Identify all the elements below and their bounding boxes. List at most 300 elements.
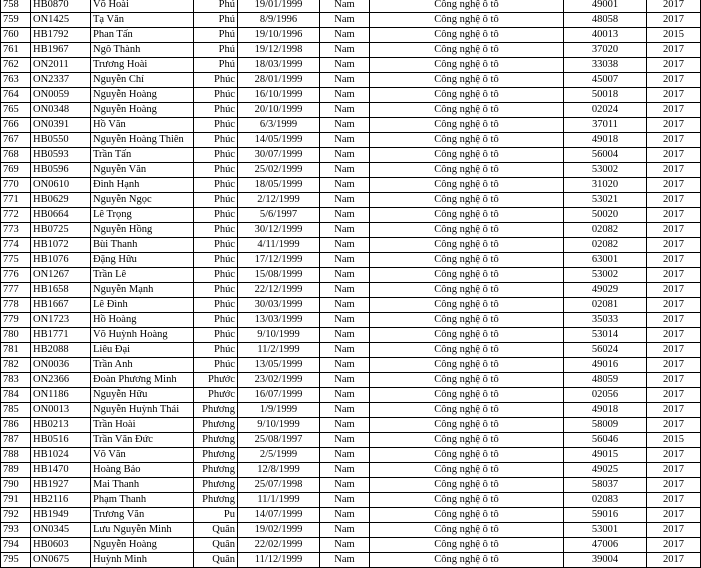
first-name-cell: Phúc <box>194 283 238 298</box>
major-cell: Công nghệ ô tô <box>370 448 564 463</box>
birth-date-cell: 11/2/1999 <box>238 343 320 358</box>
birth-date-cell: 13/05/1999 <box>238 358 320 373</box>
birth-date-cell: 11/1/1999 <box>238 493 320 508</box>
row-number-cell: 765 <box>1 103 31 118</box>
table-row <box>1 178 701 193</box>
row-number-cell: 789 <box>1 463 31 478</box>
gender-cell: Nam <box>320 313 370 328</box>
last-middle-name-cell: Phạm Thanh <box>91 493 194 508</box>
gender-cell: Nam <box>320 358 370 373</box>
birth-date-cell: 5/6/1997 <box>238 208 320 223</box>
last-middle-name-cell: Nguyễn Hoàng <box>91 88 194 103</box>
major-cell: Công nghệ ô tô <box>370 538 564 553</box>
table-row <box>1 58 701 73</box>
major-cell: Công nghệ ô tô <box>370 28 564 43</box>
table-row <box>1 433 701 448</box>
major-cell: Công nghệ ô tô <box>370 268 564 283</box>
gender-cell: Nam <box>320 58 370 73</box>
year-cell: 2017 <box>647 193 701 208</box>
first-name-cell: Phương <box>194 493 238 508</box>
major-cell: Công nghệ ô tô <box>370 253 564 268</box>
gender-cell: Nam <box>320 133 370 148</box>
major-cell: Công nghệ ô tô <box>370 88 564 103</box>
year-cell: 2017 <box>647 343 701 358</box>
student-code-cell: HB1024 <box>31 448 91 463</box>
last-middle-name-cell: Võ Văn <box>91 448 194 463</box>
major-cell: Công nghệ ô tô <box>370 298 564 313</box>
first-name-cell: Phương <box>194 403 238 418</box>
row-number-cell: 759 <box>1 13 31 28</box>
first-name-cell: Phúc <box>194 148 238 163</box>
gender-cell: Nam <box>320 238 370 253</box>
first-name-cell: Quân <box>194 538 238 553</box>
last-middle-name-cell: Trần Hoài <box>91 418 194 433</box>
birth-date-cell: 17/12/1999 <box>238 253 320 268</box>
last-middle-name-cell: Huỳnh Minh <box>91 553 194 568</box>
birth-date-cell: 18/03/1999 <box>238 58 320 73</box>
table-row <box>1 268 701 283</box>
gender-cell: Nam <box>320 43 370 58</box>
student-code-cell: HB0629 <box>31 193 91 208</box>
gender-cell: Nam <box>320 73 370 88</box>
score-code-cell: 40013 <box>564 28 647 43</box>
major-cell: Công nghệ ô tô <box>370 328 564 343</box>
first-name-cell: Phúc <box>194 343 238 358</box>
score-code-cell: 47006 <box>564 538 647 553</box>
year-cell: 2017 <box>647 268 701 283</box>
score-code-cell: 45007 <box>564 73 647 88</box>
score-code-cell: 49015 <box>564 448 647 463</box>
year-cell: 2017 <box>647 478 701 493</box>
table-row <box>1 418 701 433</box>
major-cell: Công nghệ ô tô <box>370 0 564 13</box>
birth-date-cell: 9/10/1999 <box>238 328 320 343</box>
score-code-cell: 48058 <box>564 13 647 28</box>
score-code-cell: 53002 <box>564 268 647 283</box>
row-number-cell: 791 <box>1 493 31 508</box>
year-cell: 2017 <box>647 208 701 223</box>
table-row <box>1 283 701 298</box>
student-code-cell: ON1425 <box>31 13 91 28</box>
first-name-cell: Phú <box>194 28 238 43</box>
gender-cell: Nam <box>320 403 370 418</box>
table-row <box>1 88 701 103</box>
gender-cell: Nam <box>320 208 370 223</box>
student-code-cell: HB1967 <box>31 43 91 58</box>
birth-date-cell: 2/12/1999 <box>238 193 320 208</box>
year-cell: 2017 <box>647 73 701 88</box>
birth-date-cell: 12/8/1999 <box>238 463 320 478</box>
major-cell: Công nghệ ô tô <box>370 388 564 403</box>
row-number-cell: 783 <box>1 373 31 388</box>
gender-cell: Nam <box>320 328 370 343</box>
row-number-cell: 793 <box>1 523 31 538</box>
score-code-cell: 53002 <box>564 163 647 178</box>
row-number-cell: 777 <box>1 283 31 298</box>
table-row <box>1 523 701 538</box>
score-code-cell: 02082 <box>564 238 647 253</box>
last-middle-name-cell: Hồ Văn <box>91 118 194 133</box>
last-middle-name-cell: Trương Hoài <box>91 58 194 73</box>
score-code-cell: 53021 <box>564 193 647 208</box>
score-code-cell: 50020 <box>564 208 647 223</box>
score-code-cell: 33038 <box>564 58 647 73</box>
row-number-cell: 758 <box>1 0 31 13</box>
last-middle-name-cell: Lưu Nguyễn Minh <box>91 523 194 538</box>
gender-cell: Nam <box>320 118 370 133</box>
major-cell: Công nghệ ô tô <box>370 103 564 118</box>
year-cell: 2017 <box>647 463 701 478</box>
student-code-cell: ON0013 <box>31 403 91 418</box>
table-row <box>1 163 701 178</box>
student-code-cell: HB0596 <box>31 163 91 178</box>
first-name-cell: Phú <box>194 58 238 73</box>
score-code-cell: 59016 <box>564 508 647 523</box>
major-cell: Công nghệ ô tô <box>370 373 564 388</box>
birth-date-cell: 30/07/1999 <box>238 148 320 163</box>
row-number-cell: 795 <box>1 553 31 568</box>
row-number-cell: 788 <box>1 448 31 463</box>
table-row <box>1 73 701 88</box>
last-middle-name-cell: Đặng Hữu <box>91 253 194 268</box>
student-code-cell: ON0675 <box>31 553 91 568</box>
gender-cell: Nam <box>320 508 370 523</box>
major-cell: Công nghệ ô tô <box>370 553 564 568</box>
birth-date-cell: 4/11/1999 <box>238 238 320 253</box>
birth-date-cell: 6/3/1999 <box>238 118 320 133</box>
major-cell: Công nghệ ô tô <box>370 343 564 358</box>
gender-cell: Nam <box>320 448 370 463</box>
birth-date-cell: 23/02/1999 <box>238 373 320 388</box>
student-code-cell: HB1658 <box>31 283 91 298</box>
major-cell: Công nghệ ô tô <box>370 148 564 163</box>
student-code-cell: ON0345 <box>31 523 91 538</box>
first-name-cell: Phúc <box>194 253 238 268</box>
first-name-cell: Phúc <box>194 238 238 253</box>
table-row <box>1 193 701 208</box>
birth-date-cell: 19/02/1999 <box>238 523 320 538</box>
table-row <box>1 538 701 553</box>
major-cell: Công nghệ ô tô <box>370 493 564 508</box>
roster-body <box>1 0 701 568</box>
major-cell: Công nghệ ô tô <box>370 58 564 73</box>
gender-cell: Nam <box>320 103 370 118</box>
table-row <box>1 148 701 163</box>
row-number-cell: 771 <box>1 193 31 208</box>
year-cell: 2017 <box>647 223 701 238</box>
table-row <box>1 118 701 133</box>
score-code-cell: 39004 <box>564 553 647 568</box>
score-code-cell: 49001 <box>564 0 647 13</box>
table-row <box>1 208 701 223</box>
student-code-cell: HB0593 <box>31 148 91 163</box>
student-code-cell: ON0610 <box>31 178 91 193</box>
student-code-cell: HB1667 <box>31 298 91 313</box>
birth-date-cell: 15/08/1999 <box>238 268 320 283</box>
major-cell: Công nghệ ô tô <box>370 43 564 58</box>
gender-cell: Nam <box>320 268 370 283</box>
year-cell: 2017 <box>647 253 701 268</box>
score-code-cell: 02081 <box>564 298 647 313</box>
first-name-cell: Phúc <box>194 88 238 103</box>
score-code-cell: 02083 <box>564 493 647 508</box>
student-code-cell: HB1949 <box>31 508 91 523</box>
last-middle-name-cell: Liêu Đại <box>91 343 194 358</box>
first-name-cell: Phúc <box>194 268 238 283</box>
row-number-cell: 772 <box>1 208 31 223</box>
score-code-cell: 48059 <box>564 373 647 388</box>
year-cell: 2017 <box>647 238 701 253</box>
table-row <box>1 358 701 373</box>
score-code-cell: 35033 <box>564 313 647 328</box>
table-row <box>1 28 701 43</box>
last-middle-name-cell: Võ Hoài <box>91 0 194 13</box>
birth-date-cell: 22/12/1999 <box>238 283 320 298</box>
score-code-cell: 02082 <box>564 223 647 238</box>
year-cell: 2017 <box>647 418 701 433</box>
row-number-cell: 779 <box>1 313 31 328</box>
year-cell: 2017 <box>647 538 701 553</box>
gender-cell: Nam <box>320 478 370 493</box>
birth-date-cell: 28/01/1999 <box>238 73 320 88</box>
year-cell: 2015 <box>647 28 701 43</box>
birth-date-cell: 30/03/1999 <box>238 298 320 313</box>
score-code-cell: 31020 <box>564 178 647 193</box>
first-name-cell: Phúc <box>194 328 238 343</box>
gender-cell: Nam <box>320 553 370 568</box>
row-number-cell: 768 <box>1 148 31 163</box>
row-number-cell: 761 <box>1 43 31 58</box>
score-code-cell: 02024 <box>564 103 647 118</box>
gender-cell: Nam <box>320 433 370 448</box>
major-cell: Công nghệ ô tô <box>370 478 564 493</box>
birth-date-cell: 11/12/1999 <box>238 553 320 568</box>
first-name-cell: Phúc <box>194 133 238 148</box>
table-row <box>1 463 701 478</box>
first-name-cell: Phương <box>194 463 238 478</box>
score-code-cell: 56024 <box>564 343 647 358</box>
gender-cell: Nam <box>320 538 370 553</box>
first-name-cell: Phương <box>194 433 238 448</box>
student-code-cell: ON0059 <box>31 88 91 103</box>
gender-cell: Nam <box>320 193 370 208</box>
first-name-cell: Phương <box>194 418 238 433</box>
year-cell: 2017 <box>647 58 701 73</box>
first-name-cell: Phương <box>194 478 238 493</box>
birth-date-cell: 1/9/1999 <box>238 403 320 418</box>
last-middle-name-cell: Đoàn Phương Minh <box>91 373 194 388</box>
student-code-cell: ON2366 <box>31 373 91 388</box>
major-cell: Công nghệ ô tô <box>370 118 564 133</box>
score-code-cell: 63001 <box>564 253 647 268</box>
score-code-cell: 53014 <box>564 328 647 343</box>
table-row <box>1 298 701 313</box>
student-code-cell: HB1470 <box>31 463 91 478</box>
row-number-cell: 775 <box>1 253 31 268</box>
score-code-cell: 37020 <box>564 43 647 58</box>
student-code-cell: ON1267 <box>31 268 91 283</box>
table-row <box>1 313 701 328</box>
major-cell: Công nghệ ô tô <box>370 313 564 328</box>
last-middle-name-cell: Trần Văn Đức <box>91 433 194 448</box>
major-cell: Công nghệ ô tô <box>370 163 564 178</box>
first-name-cell: Pu <box>194 508 238 523</box>
birth-date-cell: 25/02/1999 <box>238 163 320 178</box>
student-code-cell: HB1072 <box>31 238 91 253</box>
student-code-cell: ON0391 <box>31 118 91 133</box>
row-number-cell: 767 <box>1 133 31 148</box>
gender-cell: Nam <box>320 463 370 478</box>
row-number-cell: 766 <box>1 118 31 133</box>
first-name-cell: Phúc <box>194 298 238 313</box>
first-name-cell: Phước <box>194 388 238 403</box>
birth-date-cell: 19/10/1996 <box>238 28 320 43</box>
row-number-cell: 786 <box>1 418 31 433</box>
student-code-cell: HB0213 <box>31 418 91 433</box>
score-code-cell: 58009 <box>564 418 647 433</box>
major-cell: Công nghệ ô tô <box>370 523 564 538</box>
student-code-cell: HB0664 <box>31 208 91 223</box>
major-cell: Công nghệ ô tô <box>370 208 564 223</box>
row-number-cell: 794 <box>1 538 31 553</box>
gender-cell: Nam <box>320 163 370 178</box>
row-number-cell: 784 <box>1 388 31 403</box>
last-middle-name-cell: Trần Tấn <box>91 148 194 163</box>
last-middle-name-cell: Lê Trọng <box>91 208 194 223</box>
last-middle-name-cell: Nguyễn Hoàng <box>91 103 194 118</box>
last-middle-name-cell: Nguyễn Huỳnh Thái <box>91 403 194 418</box>
first-name-cell: Phú <box>194 13 238 28</box>
gender-cell: Nam <box>320 28 370 43</box>
year-cell: 2017 <box>647 163 701 178</box>
first-name-cell: Quân <box>194 523 238 538</box>
table-row <box>1 328 701 343</box>
birth-date-cell: 16/07/1999 <box>238 388 320 403</box>
first-name-cell: Phú <box>194 0 238 13</box>
last-middle-name-cell: Mai Thanh <box>91 478 194 493</box>
gender-cell: Nam <box>320 523 370 538</box>
year-cell: 2017 <box>647 553 701 568</box>
year-cell: 2017 <box>647 118 701 133</box>
student-code-cell: HB0603 <box>31 538 91 553</box>
gender-cell: Nam <box>320 343 370 358</box>
year-cell: 2017 <box>647 508 701 523</box>
last-middle-name-cell: Nguyễn Chí <box>91 73 194 88</box>
score-code-cell: 53001 <box>564 523 647 538</box>
major-cell: Công nghệ ô tô <box>370 418 564 433</box>
last-middle-name-cell: Trần Lê <box>91 268 194 283</box>
major-cell: Công nghệ ô tô <box>370 238 564 253</box>
gender-cell: Nam <box>320 178 370 193</box>
row-number-cell: 763 <box>1 73 31 88</box>
student-code-cell: HB1771 <box>31 328 91 343</box>
first-name-cell: Phúc <box>194 178 238 193</box>
score-code-cell: 49025 <box>564 463 647 478</box>
major-cell: Công nghệ ô tô <box>370 13 564 28</box>
first-name-cell: Quân <box>194 553 238 568</box>
major-cell: Công nghệ ô tô <box>370 463 564 478</box>
score-code-cell: 56004 <box>564 148 647 163</box>
gender-cell: Nam <box>320 388 370 403</box>
student-code-cell: HB1927 <box>31 478 91 493</box>
first-name-cell: Phúc <box>194 163 238 178</box>
score-code-cell: 49016 <box>564 358 647 373</box>
last-middle-name-cell: Lê Đình <box>91 298 194 313</box>
last-middle-name-cell: Võ Huỳnh Hoàng <box>91 328 194 343</box>
birth-date-cell: 25/07/1998 <box>238 478 320 493</box>
birth-date-cell: 30/12/1999 <box>238 223 320 238</box>
table-row <box>1 553 701 568</box>
year-cell: 2017 <box>647 103 701 118</box>
table-row <box>1 43 701 58</box>
first-name-cell: Phúc <box>194 223 238 238</box>
year-cell: 2017 <box>647 313 701 328</box>
last-middle-name-cell: Ngô Thành <box>91 43 194 58</box>
table-row <box>1 238 701 253</box>
score-code-cell: 49029 <box>564 283 647 298</box>
major-cell: Công nghệ ô tô <box>370 403 564 418</box>
row-number-cell: 780 <box>1 328 31 343</box>
first-name-cell: Phúc <box>194 103 238 118</box>
row-number-cell: 776 <box>1 268 31 283</box>
year-cell: 2017 <box>647 298 701 313</box>
row-number-cell: 762 <box>1 58 31 73</box>
student-code-cell: HB1076 <box>31 253 91 268</box>
last-middle-name-cell: Nguyễn Văn <box>91 163 194 178</box>
table-row <box>1 13 701 28</box>
year-cell: 2017 <box>647 523 701 538</box>
score-code-cell: 37011 <box>564 118 647 133</box>
major-cell: Công nghệ ô tô <box>370 433 564 448</box>
student-code-cell: HB0870 <box>31 0 91 13</box>
year-cell: 2015 <box>647 433 701 448</box>
table-row <box>1 493 701 508</box>
last-middle-name-cell: Hoàng Bảo <box>91 463 194 478</box>
major-cell: Công nghệ ô tô <box>370 178 564 193</box>
row-number-cell: 785 <box>1 403 31 418</box>
last-middle-name-cell: Đinh Hạnh <box>91 178 194 193</box>
score-code-cell: 02056 <box>564 388 647 403</box>
student-code-cell: HB0725 <box>31 223 91 238</box>
student-code-cell: HB2088 <box>31 343 91 358</box>
first-name-cell: Phúc <box>194 208 238 223</box>
major-cell: Công nghệ ô tô <box>370 283 564 298</box>
birth-date-cell: 22/02/1999 <box>238 538 320 553</box>
gender-cell: Nam <box>320 418 370 433</box>
major-cell: Công nghệ ô tô <box>370 133 564 148</box>
last-middle-name-cell: Tạ Văn <box>91 13 194 28</box>
table-row <box>1 0 701 13</box>
last-middle-name-cell: Nguyễn Hoàng Thiên <box>91 133 194 148</box>
first-name-cell: Phúc <box>194 118 238 133</box>
major-cell: Công nghệ ô tô <box>370 193 564 208</box>
birth-date-cell: 14/07/1999 <box>238 508 320 523</box>
table-row <box>1 133 701 148</box>
first-name-cell: Phúc <box>194 193 238 208</box>
gender-cell: Nam <box>320 148 370 163</box>
birth-date-cell: 20/10/1999 <box>238 103 320 118</box>
first-name-cell: Phước <box>194 373 238 388</box>
row-number-cell: 774 <box>1 238 31 253</box>
row-number-cell: 773 <box>1 223 31 238</box>
year-cell: 2017 <box>647 88 701 103</box>
score-code-cell: 58037 <box>564 478 647 493</box>
student-code-cell: ON2011 <box>31 58 91 73</box>
row-number-cell: 769 <box>1 163 31 178</box>
student-code-cell: ON0036 <box>31 358 91 373</box>
major-cell: Công nghệ ô tô <box>370 223 564 238</box>
student-code-cell: ON1186 <box>31 388 91 403</box>
